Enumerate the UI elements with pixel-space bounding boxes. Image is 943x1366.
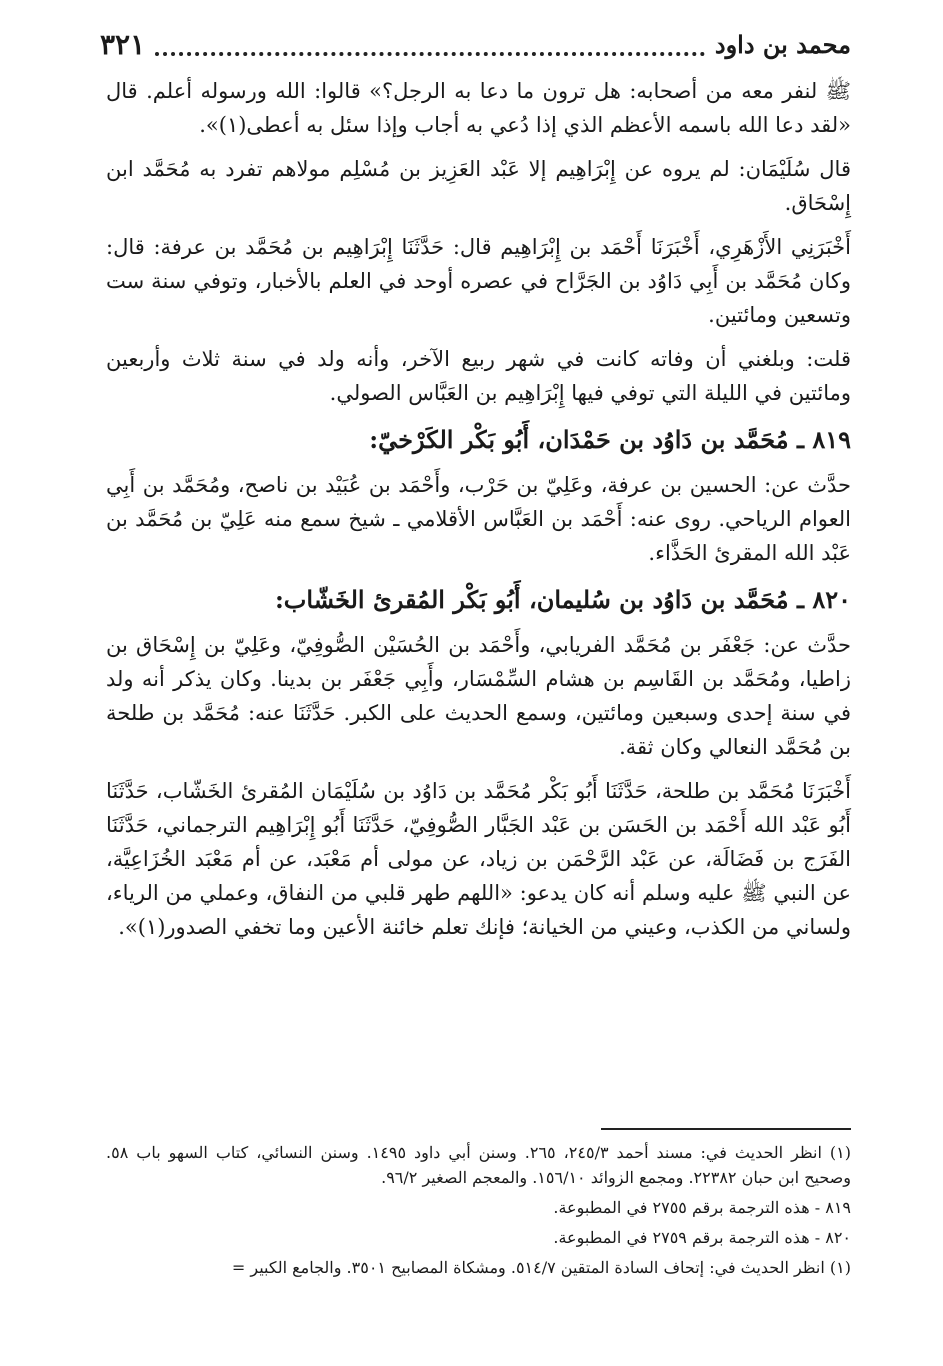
footnote-1: (١) انظر الحديث في: مسند أحمد ٢٤٥/٣، ٢٦٥. وسنن أبي داود ١٤٩٥. وسنن النسائي، كتاب السهو باب ٥٨. وصحيح ابن حبان ٢٢٣٨٢. ومجمع الزوائد ١٥٦/١٠. والمعجم الصغير ٩٦/٢. <box>106 1143 852 1187</box>
paragraph-isnad-hadith: أَخْبَرَنَا مُحَمَّد بن طلحة، حَدَّثَنَا أَبُو بَكْر مُحَمَّد بن دَاوُد بن سُلَيْمَان المُقرئ الخَشّاب، حَدَّثَنَا أَبُو عَبْد الله أَحْمَد بن الحَسَن بن عَبْد الجَبَّار الصُّوفِيّ، حَدَّثَنَا أَبُو إِبْرَاهِيم الترجماني، حَدَّثَنَا الفَرَج بن فَضَالَة، عن عَبْد الرَّحْمَن بن زياد، عن مولى أم مَعْبَد، عن أم مَعْبَد الخُزَاعِيَّة، عن النبي ﷺ عليه وسلم أنه كان يدعو: «اللهم طهر قلبي من النفاق، وعملي من الرياء، ولساني من الكذب، وعيني من الخيانة؛ فإنك تعلم خائنة الأعين وما تخفي الصدور(١)». <box>106 779 852 939</box>
footnote-2: (١) انظر الحديث في: إتحاف السادة المتقين ٥١٤/٧. ومشكاة المصابيح ٣٥٠١. والجامع الكبير = <box>231 1258 851 1277</box>
paragraph-hadith-end: ﷺ لنفر معه من أصحابه: هل ترون ما دعا به الرجل؟» قالوا: الله ورسوله أعلم. قال «لقد دعا الله باسمه الأعظم الذي إذا دُعي به أجاب وإذا سئل به أعطى(١)». <box>106 79 851 137</box>
paragraph-entry-820: حدَّث عن: جَعْفَر بن مُحَمَّد الفريابي، وأَحْمَد بن الحُسَيْن الصُّوفِيّ، وعَلِيّ بن إِسْحَاق بن زاطيا، ومُحَمَّد بن القَاسِم بن هشام السِّمْسَار، وأَبِي جَعْفَر بن بدينا. وكان يذكر أنه ولد في سنة إحدى وسبعين ومائتين، وسمع الحديث على الكبر. حَدَّثَنَا عنه: مُحَمَّد بن طلحة بن مُحَمَّد النعالي وكان ثقة. <box>106 633 851 759</box>
page-number: ٣٢١ <box>100 27 146 61</box>
paragraph-death-date: قلت: وبلغني أن وفاته كانت في شهر ربيع الآخر، وأنه ولد في سنة ثلاث وأربعين ومائتين في الليلة التي توفي فيها إِبْرَاهِيم بن العَبَّاس الصولي. <box>106 347 851 405</box>
main-text <box>106 74 851 954</box>
footnote-entry-819: ٨١٩ - هذه الترجمة برقم ٢٧٥٥ في المطبوعة. <box>553 1198 851 1217</box>
footnote-separator <box>601 1128 851 1130</box>
paragraph-sulayman-note: قال سُلَيْمَان: لم يروه عن إِبْرَاهِيم إلا عَبْد العَزِيز بن مُسْلِم مولاهم تفرد به مُحَمَّد ابن إِسْحَاق. <box>106 157 851 215</box>
dotted-leader <box>155 52 705 56</box>
entry-heading-820: ٨٢٠ ـ مُحَمَّد بن دَاوُد بن سُليمان، أَبُو بَكْر المُقرئ الخَشّاب: <box>274 585 851 614</box>
running-header <box>100 22 851 66</box>
running-title: محمد بن داود <box>714 29 851 59</box>
paragraph-entry-819: حدَّث عن: الحسين بن عرفة، وعَلِيّ بن حَرْب، وأَحْمَد بن عُبَيْد بن ناصح، ومُحَمَّد بن أَبِي العوام الرياحي. روى عنه: أَحْمَد بن العَبَّاس الأقلامي ـ شيخ سمع منه عَلِيّ بن مُحَمَّد بن عَبْد الله المقرئ الحَذَّاء. <box>106 473 851 565</box>
footnote-entry-820: ٨٢٠ - هذه الترجمة برقم ٢٧٥٩ في المطبوعة. <box>553 1228 851 1247</box>
paragraph-azhari-report: أَخْبَرَنِي الأَزْهَرِي، أَخْبَرَنَا أَحْمَد بن إِبْرَاهِيم قال: حَدَّثَنَا إِبْرَاهِيم بن مُحَمَّد بن عرفة: قال: وكان مُحَمَّد بن أَبِي دَاوُد بن الجَرَّاح في عصره أوحد في العلم بالأخبار، وتوفي سنة ست وتسعين ومائتين. <box>106 235 851 327</box>
footnotes <box>106 1140 851 1285</box>
entry-heading-819: ٨١٩ ـ مُحَمَّد بن دَاوُد بن حَمْدَان، أَبُو بَكْر الكَرْخيّ: <box>369 425 851 454</box>
